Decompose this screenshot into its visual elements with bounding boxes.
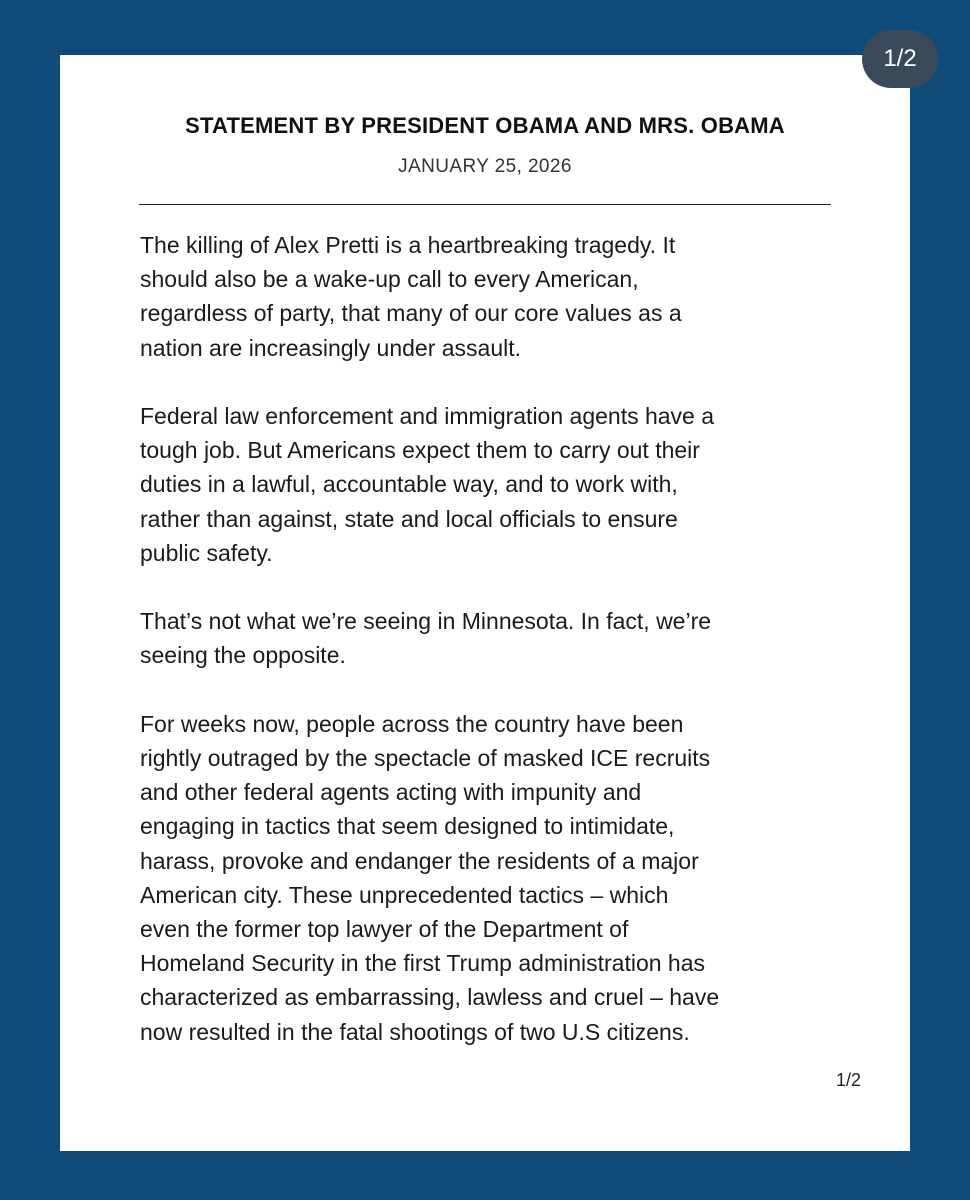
text-line: duties in a lawful, accountable way, and to work with, [140, 471, 678, 498]
text-line: harass, provoke and endanger the residents of a major [140, 847, 699, 874]
statement-page [60, 55, 910, 1151]
text-line: and other federal agents acting with impunity and [140, 779, 642, 806]
text-line: now resulted in the fatal shootings of two U.S citizens. [140, 1018, 690, 1045]
text-line: tough job. But Americans expect them to carry out their [140, 437, 700, 464]
paragraph-3 [140, 604, 840, 672]
text-line: The killing of Alex Pretti is a heartbreaking tragedy. It [140, 232, 676, 258]
text-line: For weeks now, people across the country have been [140, 710, 684, 737]
text-line: Federal law enforcement and immigration agents have a [140, 403, 715, 429]
page-number: 1/2 [835, 1070, 861, 1090]
text-line: That’s not what we’re seeing in Minnesota. In fact, we’re [140, 608, 712, 635]
paragraph-4 [140, 707, 840, 1049]
text-line: nation are increasingly under assault. [140, 334, 522, 361]
statement-date: JANUARY 25, 2026 [398, 156, 572, 177]
paragraph-2 [140, 399, 840, 570]
image-counter-badge[interactable]: 1/2 [862, 30, 938, 88]
text-line: engaging in tactics that seem designed to intimidate, [140, 813, 675, 840]
text-line: should also be a wake-up call to every American, [140, 266, 639, 293]
text-line: seeing the opposite. [140, 642, 346, 669]
text-line: characterized as embarrassing, lawless and cruel – have [140, 984, 720, 1011]
text-line: rightly outraged by the spectacle of masked ICE recruits [140, 745, 711, 771]
paragraph-1 [140, 228, 840, 365]
statement-body [140, 228, 840, 1083]
text-line: Homeland Security in the first Trump administration has [140, 950, 706, 977]
text-line: American city. These unprecedented tactics – which [140, 881, 669, 908]
text-line: even the former top lawyer of the Department of [140, 916, 629, 943]
statement-title: STATEMENT BY PRESIDENT OBAMA AND MRS. OBAMA [185, 113, 785, 138]
title-divider [139, 204, 831, 205]
text-line: public safety. [140, 539, 273, 566]
text-line: rather than against, state and local officials to ensure [140, 505, 678, 532]
text-line: regardless of party, that many of our core values as a [140, 300, 682, 327]
